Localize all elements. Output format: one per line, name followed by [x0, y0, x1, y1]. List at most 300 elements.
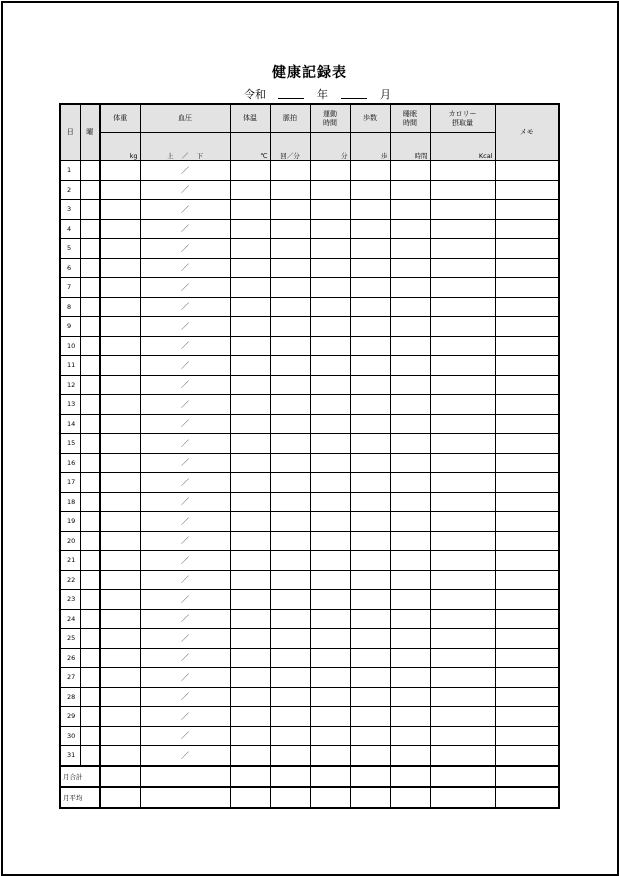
memo-cell[interactable] — [495, 278, 559, 298]
exercise-cell[interactable] — [310, 278, 350, 298]
weekday-cell[interactable] — [80, 590, 100, 610]
memo-cell[interactable] — [495, 648, 559, 668]
temperature-cell[interactable] — [230, 512, 270, 532]
pulse-cell[interactable] — [270, 161, 310, 181]
weekday-cell[interactable] — [80, 492, 100, 512]
steps-cell[interactable] — [350, 473, 390, 493]
steps-cell[interactable] — [350, 609, 390, 629]
steps-cell[interactable] — [350, 531, 390, 551]
temperature-cell[interactable] — [230, 258, 270, 278]
temperature-cell[interactable] — [230, 336, 270, 356]
calorie-cell[interactable] — [430, 570, 495, 590]
temperature-cell[interactable] — [230, 317, 270, 337]
pulse-cell[interactable] — [270, 551, 310, 571]
weekday-cell[interactable] — [80, 648, 100, 668]
weekday-cell[interactable] — [80, 746, 100, 766]
weekday-cell[interactable] — [80, 239, 100, 259]
bp-cell[interactable] — [140, 531, 230, 551]
cell[interactable] — [430, 766, 495, 787]
cell[interactable] — [310, 766, 350, 787]
sleep-cell[interactable] — [390, 512, 430, 532]
exercise-cell[interactable] — [310, 180, 350, 200]
weight-cell[interactable] — [100, 317, 140, 337]
calorie-cell[interactable] — [430, 687, 495, 707]
sleep-cell[interactable] — [390, 356, 430, 376]
steps-cell[interactable] — [350, 707, 390, 727]
exercise-cell[interactable] — [310, 473, 350, 493]
memo-cell[interactable] — [495, 531, 559, 551]
calorie-cell[interactable] — [430, 609, 495, 629]
calorie-cell[interactable] — [430, 278, 495, 298]
bp-cell[interactable] — [140, 258, 230, 278]
weight-cell[interactable] — [100, 590, 140, 610]
memo-cell[interactable] — [495, 609, 559, 629]
exercise-cell[interactable] — [310, 395, 350, 415]
temperature-cell[interactable] — [230, 239, 270, 259]
sleep-cell[interactable] — [390, 297, 430, 317]
cell[interactable] — [390, 766, 430, 787]
calorie-cell[interactable] — [430, 297, 495, 317]
sleep-cell[interactable] — [390, 648, 430, 668]
sleep-cell[interactable] — [390, 200, 430, 220]
weekday-cell[interactable] — [80, 726, 100, 746]
steps-cell[interactable] — [350, 317, 390, 337]
memo-cell[interactable] — [495, 219, 559, 239]
exercise-cell[interactable] — [310, 629, 350, 649]
weight-cell[interactable] — [100, 687, 140, 707]
weight-cell[interactable] — [100, 180, 140, 200]
bp-cell[interactable] — [140, 453, 230, 473]
weight-cell[interactable] — [100, 161, 140, 181]
exercise-cell[interactable] — [310, 317, 350, 337]
steps-cell[interactable] — [350, 746, 390, 766]
bp-cell[interactable] — [140, 180, 230, 200]
cell[interactable] — [430, 787, 495, 808]
cell[interactable] — [495, 787, 559, 808]
pulse-cell[interactable] — [270, 746, 310, 766]
exercise-cell[interactable] — [310, 687, 350, 707]
memo-cell[interactable] — [495, 726, 559, 746]
exercise-cell[interactable] — [310, 590, 350, 610]
steps-cell[interactable] — [350, 161, 390, 181]
temperature-cell[interactable] — [230, 629, 270, 649]
temperature-cell[interactable] — [230, 200, 270, 220]
weekday-cell[interactable] — [80, 453, 100, 473]
sleep-cell[interactable] — [390, 278, 430, 298]
calorie-cell[interactable] — [430, 395, 495, 415]
memo-cell[interactable] — [495, 590, 559, 610]
temperature-cell[interactable] — [230, 726, 270, 746]
exercise-cell[interactable] — [310, 356, 350, 376]
sleep-cell[interactable] — [390, 687, 430, 707]
temperature-cell[interactable] — [230, 453, 270, 473]
pulse-cell[interactable] — [270, 726, 310, 746]
calorie-cell[interactable] — [430, 668, 495, 688]
memo-cell[interactable] — [495, 453, 559, 473]
calorie-cell[interactable] — [430, 239, 495, 259]
weight-cell[interactable] — [100, 531, 140, 551]
memo-cell[interactable] — [495, 687, 559, 707]
sleep-cell[interactable] — [390, 629, 430, 649]
weight-cell[interactable] — [100, 746, 140, 766]
exercise-cell[interactable] — [310, 492, 350, 512]
temperature-cell[interactable] — [230, 707, 270, 727]
temperature-cell[interactable] — [230, 492, 270, 512]
bp-cell[interactable] — [140, 356, 230, 376]
weight-cell[interactable] — [100, 375, 140, 395]
sleep-cell[interactable] — [390, 473, 430, 493]
steps-cell[interactable] — [350, 512, 390, 532]
memo-cell[interactable] — [495, 375, 559, 395]
exercise-cell[interactable] — [310, 336, 350, 356]
temperature-cell[interactable] — [230, 434, 270, 454]
weight-cell[interactable] — [100, 473, 140, 493]
pulse-cell[interactable] — [270, 356, 310, 376]
cell[interactable] — [350, 766, 390, 787]
weight-cell[interactable] — [100, 395, 140, 415]
calorie-cell[interactable] — [430, 629, 495, 649]
weight-cell[interactable] — [100, 609, 140, 629]
weight-cell[interactable] — [100, 648, 140, 668]
calorie-cell[interactable] — [430, 551, 495, 571]
memo-cell[interactable] — [495, 570, 559, 590]
steps-cell[interactable] — [350, 590, 390, 610]
steps-cell[interactable] — [350, 200, 390, 220]
pulse-cell[interactable] — [270, 278, 310, 298]
weekday-cell[interactable] — [80, 687, 100, 707]
sleep-cell[interactable] — [390, 434, 430, 454]
calorie-cell[interactable] — [430, 336, 495, 356]
weekday-cell[interactable] — [80, 297, 100, 317]
memo-cell[interactable] — [495, 512, 559, 532]
temperature-cell[interactable] — [230, 356, 270, 376]
exercise-cell[interactable] — [310, 668, 350, 688]
bp-cell[interactable] — [140, 375, 230, 395]
exercise-cell[interactable] — [310, 200, 350, 220]
month-blank[interactable] — [341, 98, 367, 99]
steps-cell[interactable] — [350, 278, 390, 298]
temperature-cell[interactable] — [230, 219, 270, 239]
bp-cell[interactable] — [140, 570, 230, 590]
calorie-cell[interactable] — [430, 200, 495, 220]
weekday-cell[interactable] — [80, 414, 100, 434]
exercise-cell[interactable] — [310, 434, 350, 454]
steps-cell[interactable] — [350, 551, 390, 571]
calorie-cell[interactable] — [430, 453, 495, 473]
pulse-cell[interactable] — [270, 473, 310, 493]
steps-cell[interactable] — [350, 570, 390, 590]
bp-cell[interactable] — [140, 434, 230, 454]
memo-cell[interactable] — [495, 161, 559, 181]
memo-cell[interactable] — [495, 434, 559, 454]
cell[interactable] — [140, 787, 230, 808]
bp-cell[interactable] — [140, 278, 230, 298]
bp-cell[interactable] — [140, 648, 230, 668]
temperature-cell[interactable] — [230, 414, 270, 434]
calorie-cell[interactable] — [430, 473, 495, 493]
steps-cell[interactable] — [350, 219, 390, 239]
sleep-cell[interactable] — [390, 590, 430, 610]
bp-cell[interactable] — [140, 668, 230, 688]
pulse-cell[interactable] — [270, 395, 310, 415]
weekday-cell[interactable] — [80, 395, 100, 415]
cell[interactable] — [390, 787, 430, 808]
memo-cell[interactable] — [495, 629, 559, 649]
steps-cell[interactable] — [350, 453, 390, 473]
sleep-cell[interactable] — [390, 609, 430, 629]
exercise-cell[interactable] — [310, 531, 350, 551]
steps-cell[interactable] — [350, 239, 390, 259]
calorie-cell[interactable] — [430, 531, 495, 551]
weekday-cell[interactable] — [80, 336, 100, 356]
steps-cell[interactable] — [350, 375, 390, 395]
bp-cell[interactable] — [140, 629, 230, 649]
calorie-cell[interactable] — [430, 707, 495, 727]
bp-cell[interactable] — [140, 336, 230, 356]
memo-cell[interactable] — [495, 356, 559, 376]
sleep-cell[interactable] — [390, 746, 430, 766]
weekday-cell[interactable] — [80, 629, 100, 649]
weight-cell[interactable] — [100, 258, 140, 278]
pulse-cell[interactable] — [270, 609, 310, 629]
temperature-cell[interactable] — [230, 531, 270, 551]
temperature-cell[interactable] — [230, 609, 270, 629]
calorie-cell[interactable] — [430, 180, 495, 200]
pulse-cell[interactable] — [270, 531, 310, 551]
pulse-cell[interactable] — [270, 317, 310, 337]
memo-cell[interactable] — [495, 492, 559, 512]
weight-cell[interactable] — [100, 297, 140, 317]
calorie-cell[interactable] — [430, 219, 495, 239]
pulse-cell[interactable] — [270, 687, 310, 707]
weekday-cell[interactable] — [80, 570, 100, 590]
temperature-cell[interactable] — [230, 668, 270, 688]
sleep-cell[interactable] — [390, 317, 430, 337]
temperature-cell[interactable] — [230, 570, 270, 590]
steps-cell[interactable] — [350, 687, 390, 707]
sleep-cell[interactable] — [390, 395, 430, 415]
sleep-cell[interactable] — [390, 219, 430, 239]
memo-cell[interactable] — [495, 551, 559, 571]
weight-cell[interactable] — [100, 414, 140, 434]
bp-cell[interactable] — [140, 726, 230, 746]
cell[interactable] — [230, 787, 270, 808]
temperature-cell[interactable] — [230, 278, 270, 298]
steps-cell[interactable] — [350, 258, 390, 278]
memo-cell[interactable] — [495, 200, 559, 220]
bp-cell[interactable] — [140, 512, 230, 532]
exercise-cell[interactable] — [310, 258, 350, 278]
pulse-cell[interactable] — [270, 180, 310, 200]
temperature-cell[interactable] — [230, 395, 270, 415]
pulse-cell[interactable] — [270, 414, 310, 434]
steps-cell[interactable] — [350, 629, 390, 649]
memo-cell[interactable] — [495, 414, 559, 434]
weekday-cell[interactable] — [80, 473, 100, 493]
weight-cell[interactable] — [100, 200, 140, 220]
steps-cell[interactable] — [350, 668, 390, 688]
pulse-cell[interactable] — [270, 434, 310, 454]
memo-cell[interactable] — [495, 668, 559, 688]
temperature-cell[interactable] — [230, 473, 270, 493]
exercise-cell[interactable] — [310, 648, 350, 668]
temperature-cell[interactable] — [230, 746, 270, 766]
pulse-cell[interactable] — [270, 492, 310, 512]
temperature-cell[interactable] — [230, 161, 270, 181]
pulse-cell[interactable] — [270, 297, 310, 317]
calorie-cell[interactable] — [430, 726, 495, 746]
sleep-cell[interactable] — [390, 375, 430, 395]
calorie-cell[interactable] — [430, 258, 495, 278]
calorie-cell[interactable] — [430, 161, 495, 181]
bp-cell[interactable] — [140, 609, 230, 629]
weekday-cell[interactable] — [80, 551, 100, 571]
bp-cell[interactable] — [140, 219, 230, 239]
memo-cell[interactable] — [495, 746, 559, 766]
weekday-cell[interactable] — [80, 161, 100, 181]
pulse-cell[interactable] — [270, 512, 310, 532]
exercise-cell[interactable] — [310, 609, 350, 629]
steps-cell[interactable] — [350, 180, 390, 200]
weekday-cell[interactable] — [80, 707, 100, 727]
weight-cell[interactable] — [100, 219, 140, 239]
exercise-cell[interactable] — [310, 161, 350, 181]
memo-cell[interactable] — [495, 707, 559, 727]
exercise-cell[interactable] — [310, 375, 350, 395]
cell[interactable] — [230, 766, 270, 787]
sleep-cell[interactable] — [390, 707, 430, 727]
cell[interactable] — [100, 787, 140, 808]
steps-cell[interactable] — [350, 434, 390, 454]
weekday-cell[interactable] — [80, 180, 100, 200]
weekday-cell[interactable] — [80, 219, 100, 239]
weight-cell[interactable] — [100, 629, 140, 649]
sleep-cell[interactable] — [390, 492, 430, 512]
sleep-cell[interactable] — [390, 453, 430, 473]
weight-cell[interactable] — [100, 726, 140, 746]
steps-cell[interactable] — [350, 336, 390, 356]
weight-cell[interactable] — [100, 434, 140, 454]
pulse-cell[interactable] — [270, 219, 310, 239]
steps-cell[interactable] — [350, 492, 390, 512]
temperature-cell[interactable] — [230, 687, 270, 707]
sleep-cell[interactable] — [390, 161, 430, 181]
sleep-cell[interactable] — [390, 336, 430, 356]
memo-cell[interactable] — [495, 180, 559, 200]
weight-cell[interactable] — [100, 492, 140, 512]
exercise-cell[interactable] — [310, 707, 350, 727]
steps-cell[interactable] — [350, 414, 390, 434]
sleep-cell[interactable] — [390, 570, 430, 590]
weight-cell[interactable] — [100, 668, 140, 688]
temperature-cell[interactable] — [230, 375, 270, 395]
temperature-cell[interactable] — [230, 648, 270, 668]
memo-cell[interactable] — [495, 317, 559, 337]
memo-cell[interactable] — [495, 258, 559, 278]
steps-cell[interactable] — [350, 648, 390, 668]
weekday-cell[interactable] — [80, 317, 100, 337]
cell[interactable] — [310, 787, 350, 808]
pulse-cell[interactable] — [270, 707, 310, 727]
pulse-cell[interactable] — [270, 375, 310, 395]
exercise-cell[interactable] — [310, 512, 350, 532]
exercise-cell[interactable] — [310, 239, 350, 259]
steps-cell[interactable] — [350, 356, 390, 376]
exercise-cell[interactable] — [310, 453, 350, 473]
bp-cell[interactable] — [140, 492, 230, 512]
steps-cell[interactable] — [350, 395, 390, 415]
exercise-cell[interactable] — [310, 551, 350, 571]
calorie-cell[interactable] — [430, 375, 495, 395]
cell[interactable] — [270, 766, 310, 787]
bp-cell[interactable] — [140, 200, 230, 220]
pulse-cell[interactable] — [270, 336, 310, 356]
bp-cell[interactable] — [140, 239, 230, 259]
bp-cell[interactable] — [140, 473, 230, 493]
sleep-cell[interactable] — [390, 531, 430, 551]
sleep-cell[interactable] — [390, 551, 430, 571]
weight-cell[interactable] — [100, 551, 140, 571]
calorie-cell[interactable] — [430, 434, 495, 454]
weekday-cell[interactable] — [80, 375, 100, 395]
pulse-cell[interactable] — [270, 570, 310, 590]
cell[interactable] — [350, 787, 390, 808]
pulse-cell[interactable] — [270, 258, 310, 278]
pulse-cell[interactable] — [270, 590, 310, 610]
weight-cell[interactable] — [100, 278, 140, 298]
calorie-cell[interactable] — [430, 648, 495, 668]
bp-cell[interactable] — [140, 395, 230, 415]
cell[interactable] — [495, 766, 559, 787]
cell[interactable] — [140, 766, 230, 787]
weight-cell[interactable] — [100, 239, 140, 259]
calorie-cell[interactable] — [430, 414, 495, 434]
exercise-cell[interactable] — [310, 297, 350, 317]
bp-cell[interactable] — [140, 551, 230, 571]
sleep-cell[interactable] — [390, 726, 430, 746]
weekday-cell[interactable] — [80, 258, 100, 278]
bp-cell[interactable] — [140, 414, 230, 434]
weekday-cell[interactable] — [80, 278, 100, 298]
weekday-cell[interactable] — [80, 356, 100, 376]
cell[interactable] — [270, 787, 310, 808]
temperature-cell[interactable] — [230, 180, 270, 200]
weight-cell[interactable] — [100, 570, 140, 590]
calorie-cell[interactable] — [430, 492, 495, 512]
weekday-cell[interactable] — [80, 434, 100, 454]
weekday-cell[interactable] — [80, 609, 100, 629]
memo-cell[interactable] — [495, 239, 559, 259]
bp-cell[interactable] — [140, 687, 230, 707]
temperature-cell[interactable] — [230, 551, 270, 571]
weight-cell[interactable] — [100, 356, 140, 376]
weekday-cell[interactable] — [80, 200, 100, 220]
exercise-cell[interactable] — [310, 726, 350, 746]
year-blank[interactable] — [278, 98, 304, 99]
exercise-cell[interactable] — [310, 414, 350, 434]
weight-cell[interactable] — [100, 707, 140, 727]
weekday-cell[interactable] — [80, 531, 100, 551]
memo-cell[interactable] — [495, 336, 559, 356]
pulse-cell[interactable] — [270, 668, 310, 688]
weekday-cell[interactable] — [80, 668, 100, 688]
bp-cell[interactable] — [140, 297, 230, 317]
pulse-cell[interactable] — [270, 200, 310, 220]
pulse-cell[interactable] — [270, 239, 310, 259]
bp-cell[interactable] — [140, 161, 230, 181]
calorie-cell[interactable] — [430, 590, 495, 610]
calorie-cell[interactable] — [430, 512, 495, 532]
